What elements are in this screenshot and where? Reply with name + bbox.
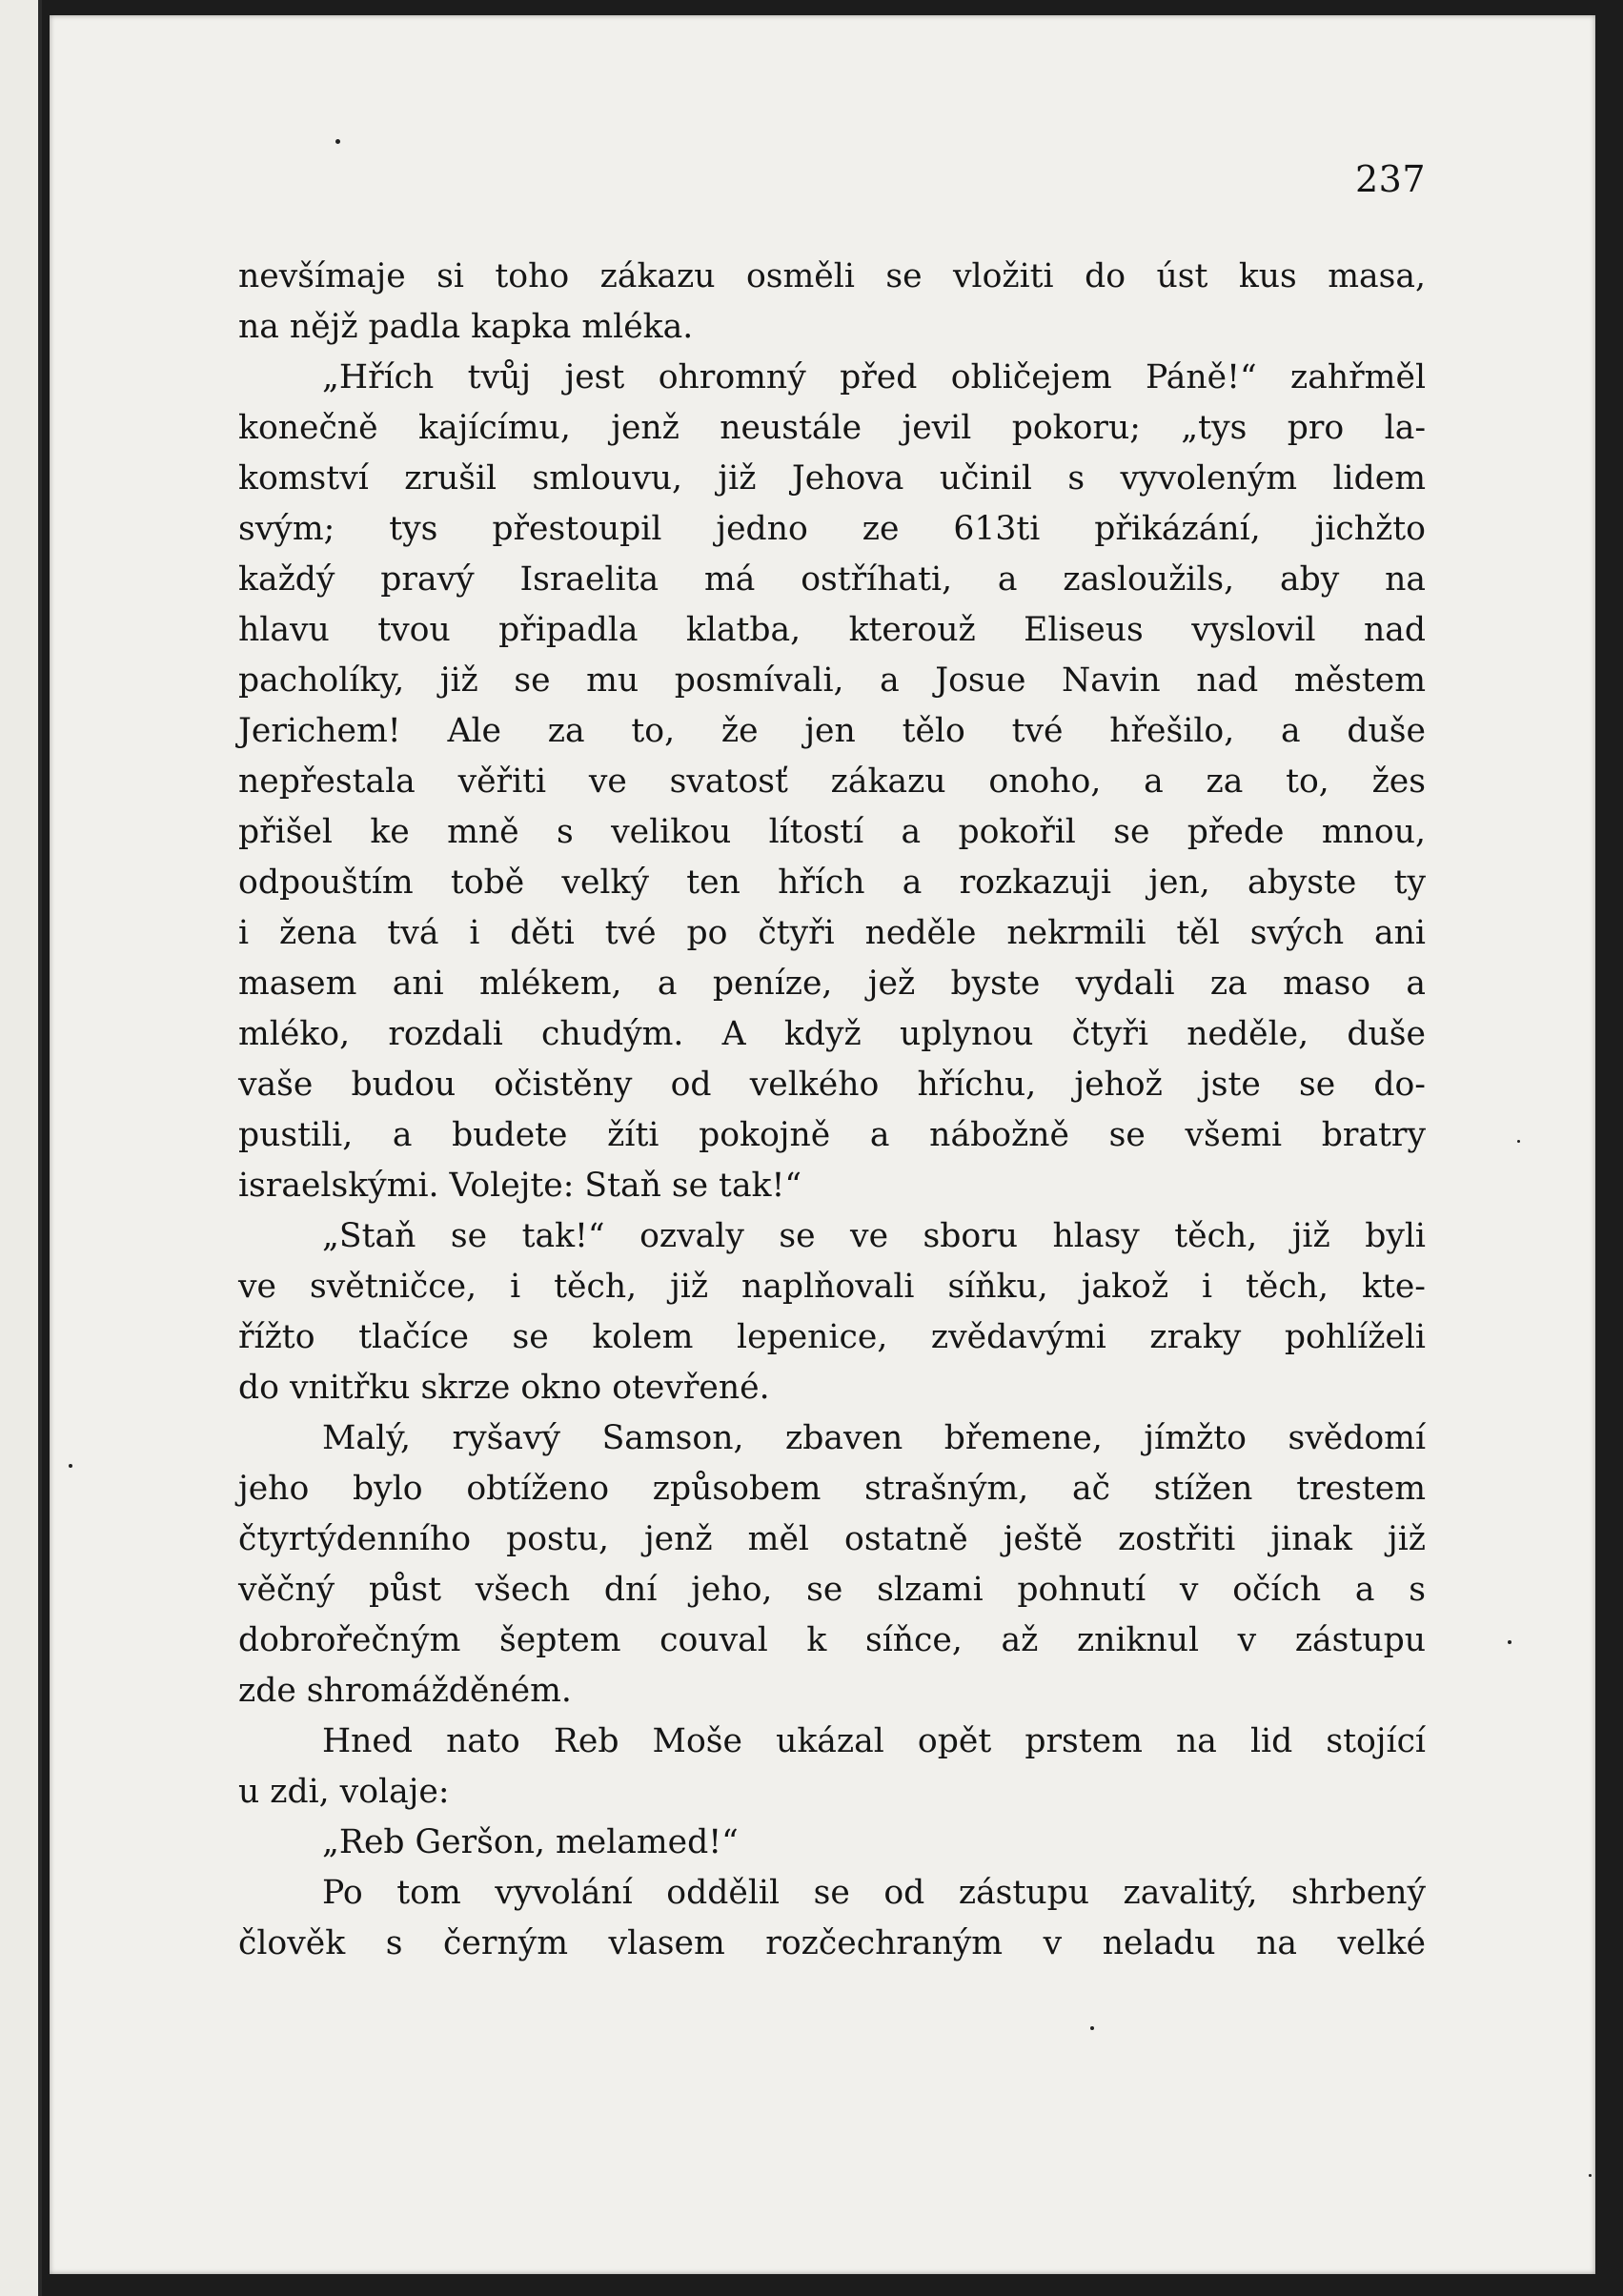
scan-speck [69, 1464, 72, 1468]
text-line: Malý, ryšavý Samson, zbaven břemene, jímžto svědomí [322, 1419, 1426, 1457]
text-line: přišel ke mně s velikou lítostí a pokořil se přede mnou, [238, 813, 1426, 851]
text-line: „Staň se tak!“ ozvaly se ve sboru hlasy těch, již byli [322, 1217, 1426, 1255]
text-line: nepřestala věřiti ve svatosť zákazu onoho, a za to, žes [238, 762, 1426, 801]
text-line: „Reb Geršon, melamed!“ [322, 1823, 739, 1861]
page-number: 237 [1355, 158, 1427, 200]
text-line: čtyrtýdenního postu, jenž měl ostatně ještě zostřiti jinak již [238, 1520, 1426, 1558]
scan-speck [1090, 2026, 1094, 2030]
text-line: do vnitřku skrze okno otevřené. [238, 1369, 770, 1407]
text-line: jeho bylo obtíženo způsobem strašným, ač stížen trestem [238, 1470, 1426, 1508]
text-line: nevšímaje si toho zákazu osměli se vložiti do úst kus masa, [238, 257, 1426, 295]
text-line: i žena tvá i děti tvé po čtyři neděle nekrmili těl svých ani [238, 914, 1426, 952]
text-line: israelskými. Volejte: Staň se tak!“ [238, 1167, 802, 1205]
text-line: konečně kajícímu, jenž neustále jevil pokoru; „tys pro la- [238, 409, 1426, 447]
text-line: Hned nato Reb Moše ukázal opět prstem na lid stojící [322, 1722, 1426, 1760]
text-line: Jerichem! Ale za to, že jen tělo tvé hřešilo, a duše [238, 712, 1426, 750]
text-line: člověk s černým vlasem rozčechraným v neladu na velké [238, 1924, 1426, 1962]
scan-speck [1517, 1140, 1520, 1143]
text-line: odpouštím tobě velký ten hřích a rozkazuji jen, abyste ty [238, 864, 1426, 902]
text-line: masem ani mlékem, a peníze, jež byste vydali za maso a [238, 965, 1426, 1003]
text-line: u zdi, volaje: [238, 1773, 450, 1811]
text-line: ve světničce, i těch, již naplňovali síňku, jakož i těch, kte- [238, 1268, 1426, 1306]
text-line: mléko, rozdali chudým. A když uplynou čtyři neděle, duše [238, 1015, 1426, 1053]
text-line: vaše budou očistěny od velkého hříchu, jehož jste se do- [238, 1066, 1426, 1104]
text-line: pustili, a budete žíti pokojně a nábožně se všemi bratry [238, 1116, 1426, 1154]
scan-speck [1589, 2174, 1592, 2177]
text-line: pacholíky, již se mu posmívali, a Josue Navin nad městem [238, 661, 1426, 700]
text-line: věčný půst všech dní jeho, se slzami pohnutí v očích a s [238, 1571, 1426, 1609]
text-line: Po tom vyvolání oddělil se od zástupu zavalitý, shrbený [322, 1874, 1426, 1912]
previous-page-edge [0, 0, 42, 2296]
body-text [238, 252, 1426, 1969]
book-page [50, 15, 1595, 2274]
text-line: zde shromážděném. [238, 1672, 572, 1710]
text-line: každý pravý Israelita má ostříhati, a zasloužils, aby na [238, 560, 1426, 599]
text-line: dobrořečným šeptem couval k síňce, až zniknul v zástupu [238, 1621, 1426, 1659]
text-line: komství zrušil smlouvu, již Jehova učinil s vyvoleným lidem [238, 459, 1426, 498]
text-line: řížto tlačíce se kolem lepenice, zvědavými zraky pohlíželi [238, 1318, 1426, 1356]
text-line: „Hřích tvůj jest ohromný před obličejem Páně!“ zahřměl [322, 358, 1426, 396]
scan-speck [1508, 1640, 1511, 1644]
text-line: svým; tys přestoupil jedno ze 613ti přikázání, jichžto [238, 510, 1426, 548]
scan-speck [335, 139, 340, 144]
text-line: hlavu tvou připadla klatba, kterouž Eliseus vyslovil nad [238, 611, 1426, 649]
text-line: na nějž padla kapka mléka. [238, 308, 694, 346]
